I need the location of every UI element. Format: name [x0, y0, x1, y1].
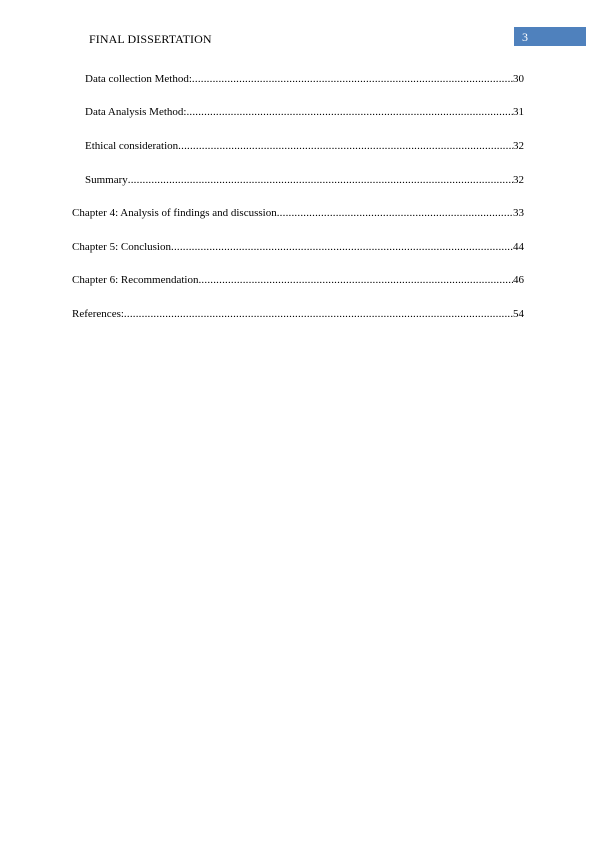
toc-dot-leader — [171, 240, 513, 254]
toc-entry-page: 44 — [513, 241, 524, 253]
toc-entry-label: Chapter 4: Analysis of findings and discussion — [72, 207, 277, 219]
toc-entry-label: Chapter 5: Conclusion — [72, 241, 171, 253]
toc-entry-page: 30 — [513, 73, 524, 85]
toc-entry-label: References: — [72, 308, 124, 320]
running-header-title: FINAL DISSERTATION — [89, 32, 212, 46]
toc-entry-label: Summary — [85, 174, 128, 186]
toc-dot-leader — [277, 206, 513, 220]
toc-dot-leader — [198, 273, 513, 287]
toc-entry-page: 46 — [513, 274, 524, 286]
toc-entry-label: Data collection Method: — [85, 73, 192, 85]
toc-entry-page: 33 — [513, 207, 524, 219]
toc-entry[interactable] — [85, 139, 524, 153]
toc-entry-label: Data Analysis Method: — [85, 106, 187, 118]
toc-dot-leader — [124, 307, 513, 321]
toc-entry-label: Ethical consideration — [85, 140, 179, 152]
toc-entry[interactable] — [72, 206, 524, 220]
toc-dot-leader — [186, 105, 513, 119]
toc-dot-leader — [128, 173, 513, 187]
toc-entry-page: 54 — [513, 308, 524, 320]
toc-entry-label: Chapter 6: Recommendation — [72, 274, 199, 286]
toc-entry-page: 32 — [513, 140, 524, 152]
toc-dot-leader — [178, 139, 513, 153]
toc-dot-leader — [192, 72, 513, 86]
toc-entry[interactable] — [85, 72, 524, 86]
page-number-badge: 3 — [514, 27, 586, 46]
toc-entry[interactable] — [85, 173, 524, 187]
toc-entry[interactable] — [72, 240, 524, 254]
toc-entry-page: 32 — [513, 174, 524, 186]
toc-entry[interactable] — [85, 105, 524, 119]
toc-entry[interactable] — [72, 307, 524, 321]
toc-entry[interactable] — [72, 273, 524, 287]
toc-entry-page: 31 — [513, 106, 524, 118]
